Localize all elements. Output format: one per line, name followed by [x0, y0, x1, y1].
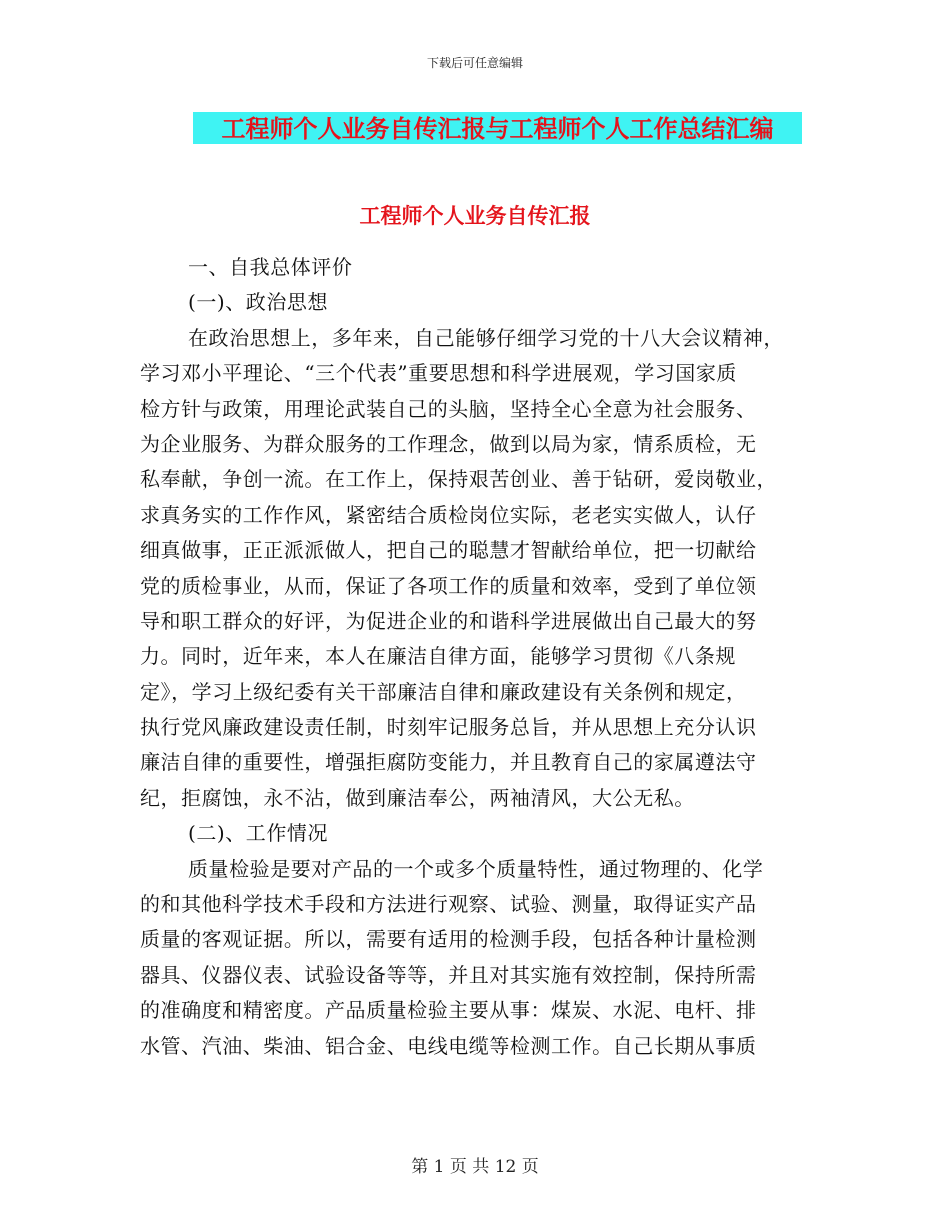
paragraph-line: 检方针与政策，用理论武装自己的头脑，坚持全心全意为社会服务、: [140, 396, 757, 421]
paragraph-line: 求真务实的工作作风，紧密结合质检岗位实际，老老实实做人，认仔: [140, 502, 757, 527]
paragraph-line: 质量检验是要对产品的一个或多个质量特性，通过物理的、化学: [188, 856, 764, 881]
paragraph-line: 力。同时，近年来，本人在廉洁自律方面，能够学习贯彻《八条规: [140, 644, 736, 669]
body-text: [140, 250, 810, 1064]
paragraph-line: 党的质检事业，从而，保证了各项工作的质量和效率，受到了单位领: [140, 573, 757, 598]
paragraph-line: 纪，拒腐蚀，永不沾，做到廉洁奉公，两袖清风，大公无私。: [140, 785, 695, 810]
page-number: 第 1 页 共 12 页: [411, 1157, 539, 1177]
paragraph-line: 为企业服务、为群众服务的工作理念，做到以局为家，情系质检，无: [140, 431, 757, 456]
paragraph-line: 私奉献，争创一流。在工作上，保持艰苦创业、善于钻研，爱岗敬业，: [140, 467, 778, 492]
paragraph-line: 水管、汽油、柴油、铝合金、电线电缆等检测工作。自己长期从事质: [140, 1033, 757, 1058]
subheading-line: (一)、政治思想: [188, 290, 329, 315]
paragraph-line: 器具、仪器仪表、试验设备等等，并且对其实施有效控制，保持所需: [140, 962, 757, 987]
header-note: 下载后可任意编辑: [426, 56, 523, 70]
paragraph-line: 在政治思想上，多年来，自己能够仔细学习党的十八大会议精神，: [188, 325, 784, 350]
paragraph-line: 定》，学习上级纪委有关干部廉洁自律和廉政建设有关条例和规定，: [140, 679, 747, 704]
heading-line: 一、自我总体评价: [188, 255, 353, 279]
paragraph-line: 细真做事，正正派派做人，把自己的聪慧才智献给单位，把一切献给: [140, 538, 757, 563]
paragraph-line: 学习邓小平理论、“三个代表”重要思想和科学进展观，学习国家质: [140, 361, 737, 386]
paragraph-line: 执行党风廉政建设责任制，时刻牢记服务总旨，并从思想上充分认识: [140, 715, 757, 740]
paragraph-line: 的准确度和精密度。产品质量检验主要从事：煤炭、水泥、电杆、排: [140, 998, 757, 1023]
subheading-line: (二)、工作情况: [188, 821, 329, 846]
section-title: 工程师个人业务自传汇报: [359, 203, 591, 228]
paragraph-line: 廉洁自律的重要性，增强拒腐防变能力，并且教育自己的家属遵法守: [140, 750, 757, 775]
main-title: 工程师个人业务自传汇报与工程师个人工作总结汇编: [221, 114, 774, 143]
paragraph-line: 导和职工群众的好评，为促进企业的和谐科学进展做出自己最大的努: [140, 608, 757, 633]
paragraph-line: 的和其他科学技术手段和方法进行观察、试验、测量，取得证实产品: [140, 892, 757, 917]
paragraph-line: 质量的客观证据。所以，需要有适用的检测手段，包括各种计量检测: [140, 927, 757, 952]
